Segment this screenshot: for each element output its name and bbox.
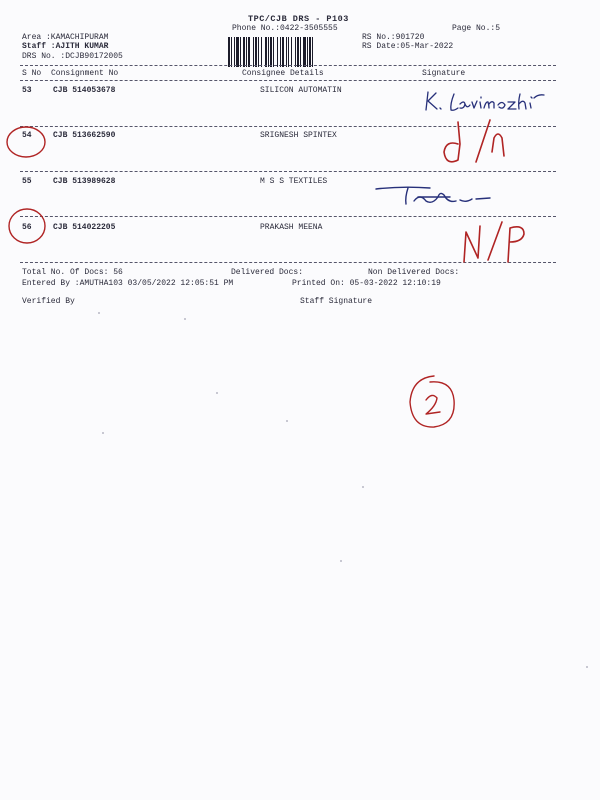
page-number: Page No.:5 [452,24,501,33]
barcode-bar [243,37,245,67]
barcode-bar [240,37,241,67]
row-serial: 53 [22,86,32,95]
scan-speck [216,392,218,394]
divider [20,65,556,66]
handwritten-dn-mark [436,112,526,172]
rs-number: RS No.:901720 [362,33,425,42]
row-serial: 56 [22,223,32,232]
barcode-bar [286,37,287,67]
document-title: TPC/CJB DRS - P103 [248,14,349,24]
row-consignment: CJB 513662590 [53,131,116,140]
delivered-docs: Delivered Docs: [231,268,304,277]
barcode-bar [255,37,257,67]
circled-number-mark [404,372,460,432]
non-delivered-docs: Non Delivered Docs: [368,268,460,277]
verified-by: Verified By [22,297,75,306]
drs-number: DRS No. :DCJB90172005 [22,52,123,61]
barcode-bar [253,37,254,67]
barcode-bar [231,37,232,67]
scan-speck [184,318,186,320]
divider [20,80,556,81]
barcode-bar [246,37,247,67]
barcode-bar [309,37,311,67]
barcode-bar [277,37,278,67]
barcode-bar [297,37,299,67]
column-header-consignment: Consignment No [51,69,119,78]
handwritten-np-mark [454,212,534,268]
barcode-bar [234,37,235,67]
red-circle-row-54 [4,124,50,160]
barcode-bar [228,37,230,67]
column-header-signature: Signature [422,69,466,78]
barcode-bar [307,37,308,67]
column-header-sno: S No [22,69,42,78]
scan-speck [286,420,288,422]
entered-by: Entered By :AMUTHA103 03/05/2022 12:05:51 PM [22,279,234,288]
column-header-consignee: Consignee Details [242,69,324,78]
barcode-bar [295,37,296,67]
barcode-bar [268,37,269,67]
row-consignment: CJB 513989628 [53,177,116,186]
staff-label: Staff :AJITH KUMAR [22,42,109,51]
barcode-bar [291,37,292,67]
barcode-image [228,37,356,67]
barcode-bar [248,37,250,67]
scan-speck [98,312,100,314]
phone-number: Phone No.:0422-3505555 [232,24,338,33]
barcode-bar [236,37,239,67]
total-docs: Total No. Of Docs: 56 [22,268,123,277]
row-consignee: SRIGNESH SPINTEX [260,131,337,140]
scan-speck [102,432,104,434]
barcode-bar [270,37,272,67]
barcode-bar [282,37,284,67]
row-consignee: M S S TEXTILES [260,177,328,186]
barcode-bar [288,37,289,67]
handwritten-signature-row-55 [372,183,494,209]
row-consignment: CJB 514022205 [53,223,116,232]
barcode-bar [303,37,306,67]
barcode-bar [258,37,259,67]
barcode-bar [280,37,281,67]
row-consignee: SILICON AUTOMATIN [260,86,342,95]
row-serial: 55 [22,177,32,186]
barcode-bar [273,37,274,67]
barcode-bar [300,37,301,67]
row-consignment: CJB 514053678 [53,86,116,95]
scan-speck [362,486,364,488]
row-consignee: PRAKASH MEENA [260,223,323,232]
rs-date: RS Date:05-Mar-2022 [362,42,454,51]
scan-speck [340,560,342,562]
row-serial: 54 [22,131,32,140]
printed-on: Printed On: 05-03-2022 12:10:19 [292,279,441,288]
red-circle-row-56 [6,206,50,246]
barcode-bar [265,37,267,67]
barcode-bar [261,37,262,67]
area-label: Area :KAMACHIPURAM [22,33,109,42]
barcode-bar [312,37,313,67]
scan-speck [586,666,588,668]
staff-signature-label: Staff Signature [300,297,373,306]
